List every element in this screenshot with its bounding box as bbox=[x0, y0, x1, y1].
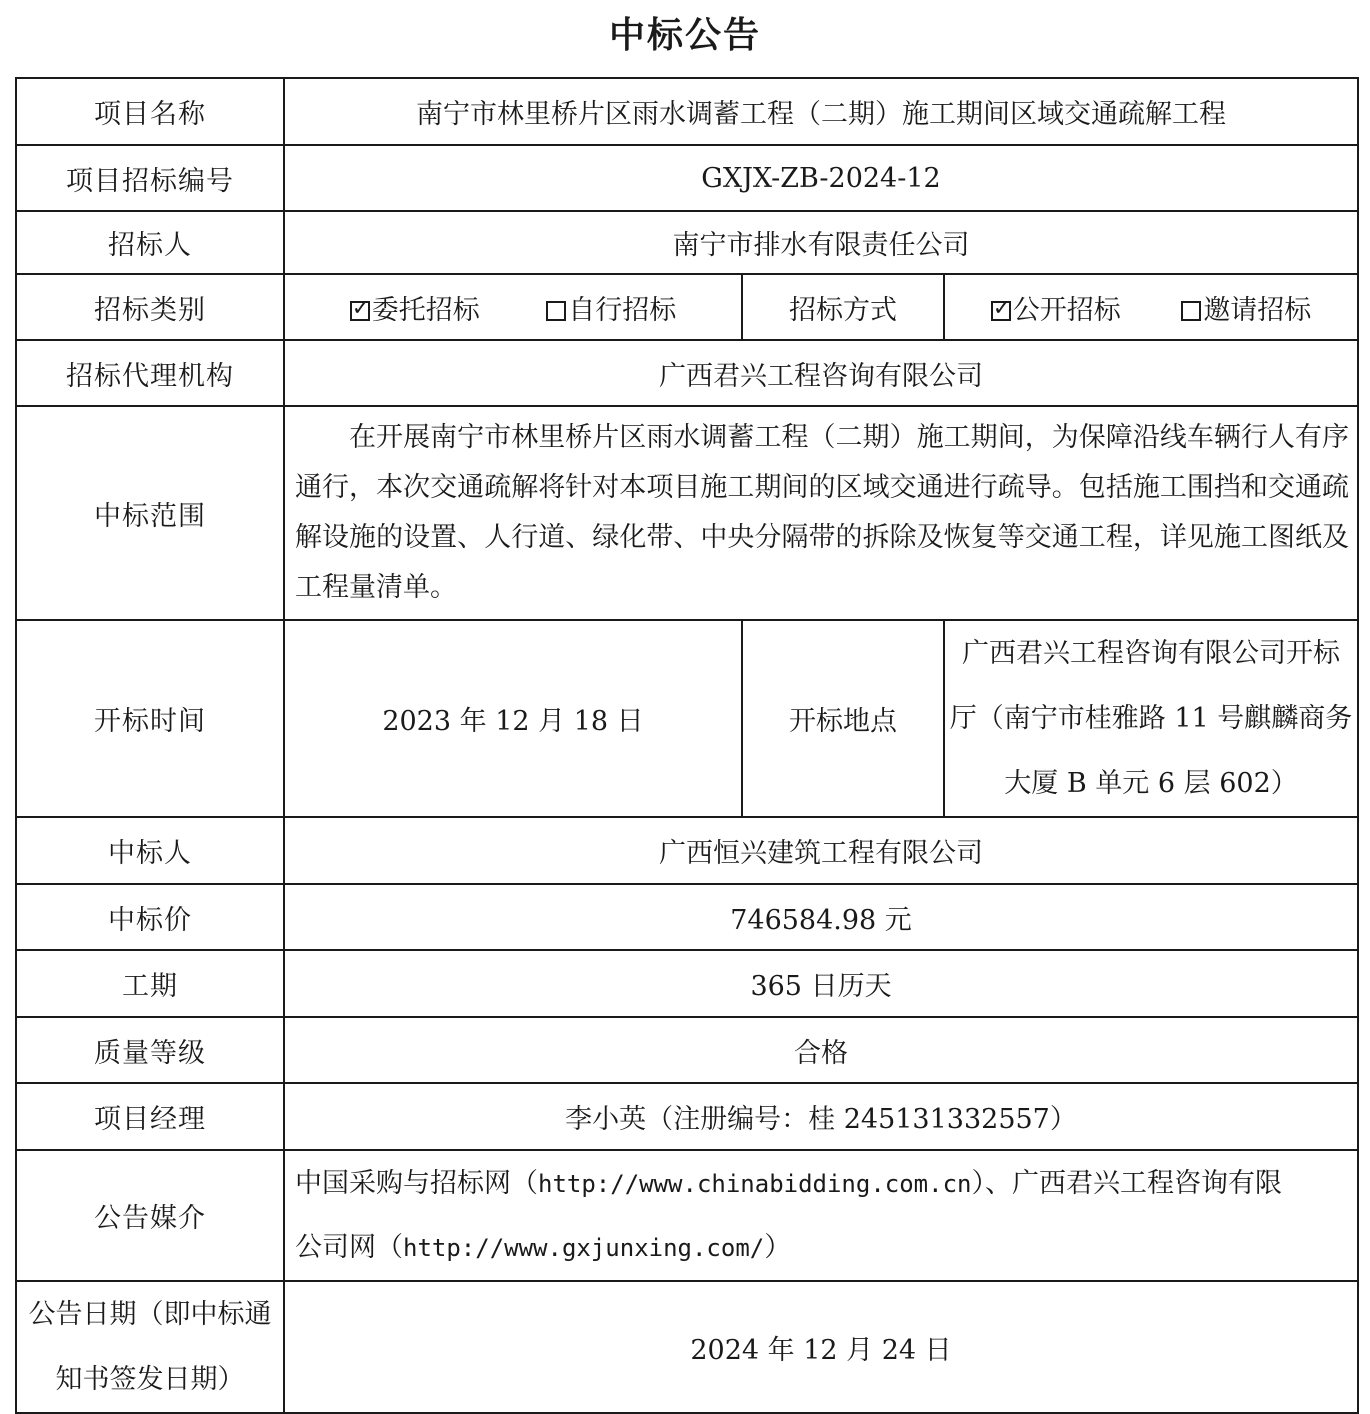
row-agency bbox=[16, 340, 1358, 406]
agency-value: 广西君兴工程咨询有限公司 bbox=[284, 340, 1358, 406]
option-invite-label: 邀请招标 bbox=[1203, 294, 1312, 326]
opening-time-value: 2023 年 12 月 18 日 bbox=[284, 620, 742, 817]
option-self bbox=[546, 288, 676, 327]
row-bid-number bbox=[16, 145, 1358, 211]
option-invite bbox=[1181, 288, 1311, 327]
media-label: 公告媒介 bbox=[16, 1150, 284, 1281]
opening-place-label: 开标地点 bbox=[742, 620, 944, 817]
checkbox-empty-icon bbox=[546, 301, 566, 321]
scope-value: 在开展南宁市林里桥片区雨水调蓄工程（二期）施工期间，为保障沿线车辆行人有序通行，本次交通疏解将针对本项目施工期间的区域交通进行疏导。包括施工围挡和交通疏解设施的设置、人行道、绿化带、中央分隔带的拆除及恢复等交通工程，详见施工图纸及工程量清单。 bbox=[295, 422, 1350, 603]
price-label: 中标价 bbox=[16, 884, 284, 950]
row-price bbox=[16, 884, 1358, 950]
row-winner bbox=[16, 817, 1358, 884]
row-tenderer bbox=[16, 211, 1358, 274]
agency-label: 招标代理机构 bbox=[16, 340, 284, 406]
option-self-label: 自行招标 bbox=[568, 294, 677, 326]
option-entrusted bbox=[350, 288, 480, 327]
chinabidding-link[interactable]: http://www.chinabidding.com.cn bbox=[538, 1169, 972, 1198]
method-label: 招标方式 bbox=[742, 274, 944, 340]
announce-date-label: 公告日期（即中标通知书签发日期） bbox=[16, 1281, 284, 1413]
scope-label: 中标范围 bbox=[16, 406, 284, 620]
row-media bbox=[16, 1150, 1358, 1281]
manager-value: 李小英（注册编号：桂 245131332557） bbox=[284, 1083, 1358, 1150]
project-name-value: 南宁市林里桥片区雨水调蓄工程（二期）施工期间区域交通疏解工程 bbox=[284, 78, 1358, 145]
row-project-name bbox=[16, 78, 1358, 145]
row-scope bbox=[16, 406, 1358, 620]
category-label: 招标类别 bbox=[16, 274, 284, 340]
tenderer-value: 南宁市排水有限责任公司 bbox=[284, 211, 1358, 274]
row-opening bbox=[16, 620, 1358, 817]
tenderer-label: 招标人 bbox=[16, 211, 284, 274]
bid-number-value: GXJX-ZB-2024-12 bbox=[284, 145, 1358, 211]
checkbox-empty-icon bbox=[1181, 301, 1201, 321]
checkbox-checked-icon: ✓ bbox=[351, 295, 371, 321]
quality-value: 合格 bbox=[284, 1017, 1358, 1083]
duration-value: 365 日历天 bbox=[284, 950, 1358, 1017]
category-options-cell bbox=[284, 274, 742, 340]
winner-label: 中标人 bbox=[16, 817, 284, 884]
method-options-cell bbox=[944, 274, 1358, 340]
opening-time-label: 开标时间 bbox=[16, 620, 284, 817]
option-entrusted-label: 委托招标 bbox=[371, 294, 480, 326]
opening-place-value: 广西君兴工程咨询有限公司开标厅（南宁市桂雅路 11 号麒麟商务大厦 B 单元 6 层 602） bbox=[944, 620, 1358, 817]
scope-value-cell bbox=[284, 406, 1358, 620]
gxjunxing-link[interactable]: http://www.gxjunxing.com/ bbox=[403, 1233, 765, 1262]
option-open-label: 公开招标 bbox=[1012, 294, 1121, 326]
bid-number-label: 项目招标编号 bbox=[16, 145, 284, 211]
option-open bbox=[991, 288, 1121, 327]
checkbox-checked-icon: ✓ bbox=[992, 295, 1012, 321]
row-announce-date bbox=[16, 1281, 1358, 1413]
project-name-label: 项目名称 bbox=[16, 78, 284, 145]
page-title: 中标公告 bbox=[608, 15, 761, 56]
quality-label: 质量等级 bbox=[16, 1017, 284, 1083]
award-notice-table bbox=[15, 77, 1359, 1414]
price-value: 746584.98 元 bbox=[284, 884, 1358, 950]
row-duration bbox=[16, 950, 1358, 1017]
winner-value: 广西恒兴建筑工程有限公司 bbox=[284, 817, 1358, 884]
media-line-2: 公司网（http://www.gxjunxing.com/） bbox=[295, 1231, 792, 1263]
media-value-cell bbox=[284, 1150, 1358, 1281]
duration-label: 工期 bbox=[16, 950, 284, 1017]
announce-date-value: 2024 年 12 月 24 日 bbox=[284, 1281, 1358, 1413]
row-quality bbox=[16, 1017, 1358, 1083]
media-line-1: 中国采购与招标网（http://www.chinabidding.com.cn）、广西君兴工程咨询有限 bbox=[295, 1167, 1282, 1199]
row-manager bbox=[16, 1083, 1358, 1150]
row-category bbox=[16, 274, 1358, 340]
manager-label: 项目经理 bbox=[16, 1083, 284, 1150]
